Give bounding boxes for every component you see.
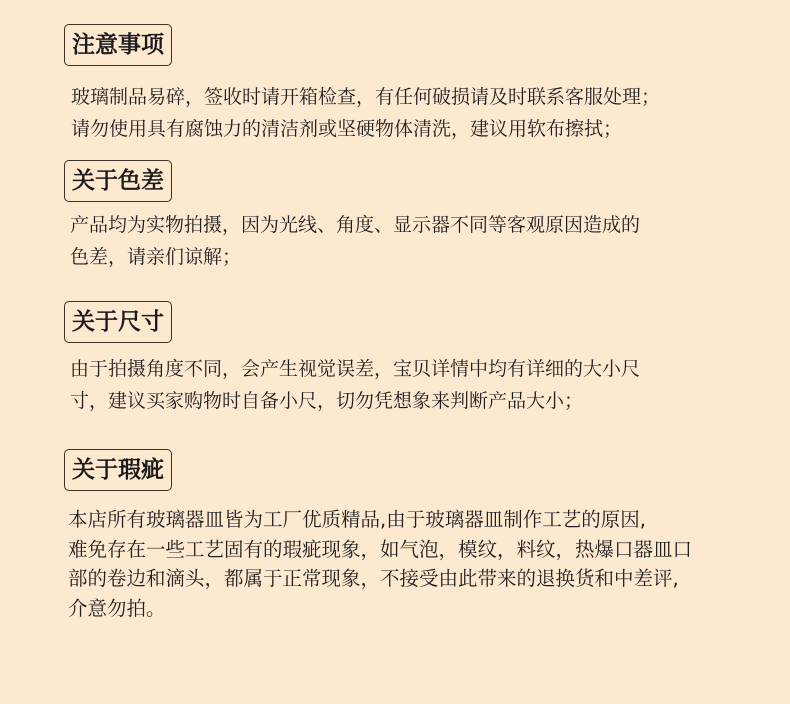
text-line: 玻璃制品易碎，签收时请开箱检查，有任何破损请及时联系客服处理； (71, 86, 661, 108)
text-line: 色差，请亲们谅解； (70, 246, 242, 268)
text-line: 请勿使用具有腐蚀力的清洁剂或坚硬物体清洗，建议用软布擦拭； (71, 118, 623, 140)
section-title-color-difference: 关于色差 (64, 160, 172, 202)
text-line: 部的卷边和滴头，都属于正常现象，不接受由此带来的退换货和中差评, (68, 567, 679, 590)
text-line: 产品均为实物拍摄，因为光线、角度、显示器不同等客观原因造成的 (70, 214, 641, 236)
text-line: 介意勿拍。 (68, 596, 166, 620)
text-line: 难免存在一些工艺固有的瑕疵现象，如气泡，模纹，料纹，热爆口器皿口 (68, 537, 693, 561)
section-text-flaws (68, 505, 692, 623)
text-line: 寸，建议买家购物时自备小尺，切勿凭想象来判断产品大小； (70, 390, 584, 412)
section-title-size: 关于尺寸 (64, 301, 172, 343)
section-text-size (70, 353, 640, 417)
text-line: 本店所有玻璃器皿皆为工厂优质精品,由于玻璃器皿制作工艺的原因, (68, 508, 646, 531)
section-title-notice: 注意事项 (64, 24, 172, 66)
section-text-color-difference (70, 209, 640, 273)
text-line: 由于拍摄角度不同，会产生视觉误差，宝贝详情中均有详细的大小尺 (70, 358, 641, 380)
section-text-notice (71, 81, 660, 145)
section-title-flaws: 关于瑕疵 (64, 449, 172, 491)
